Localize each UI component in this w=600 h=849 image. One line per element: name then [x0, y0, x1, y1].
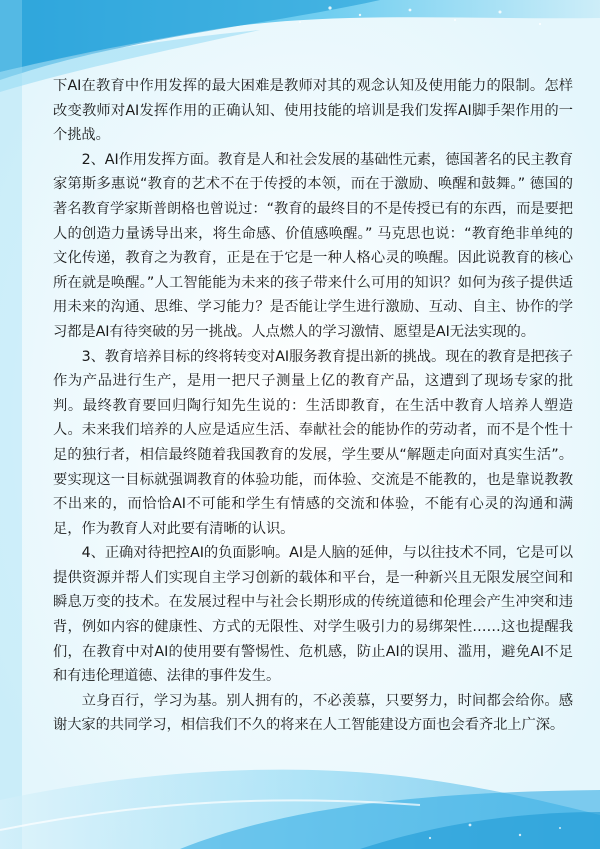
article-body [53, 74, 573, 738]
paragraph-point-4: 4、正确对待把控AI的负面影响。AI是人脑的延伸，与以往技术不同，它是可以提供资源并帮人们实现自主学习创新的载体和平台，是一种新兴且无限发展空间和瞬息万变的技术。在发展过程中与社会长期形成的传统道德和伦理会产生冲突和违背，例如内容的健康性、方式的无限性、对学生吸引力的易绑架性……这也提醒我们，在教育中对AI的使用要有警惕性、危机感，防止AI的误用、滥用，避免AI不足和有违伦理道德、法律的事件发生。 [53, 545, 573, 685]
paragraph-closing: 立身百行，学习为基。别人拥有的，不必羡慕，只要努力，时间都会给你。感谢大家的共同学习，相信我们不久的将来在人工智能建设方面也会看齐北上广深。 [53, 692, 573, 734]
paragraph-point-2: 2、AI作用发挥方面。教育是人和社会发展的基础性元素，德国著名的民主教育家第斯多惠说“教育的艺术不在于传授的本领，而在于激励、唤醒和鼓舞。” 德国的著名教育学家斯普朗格也曾说过：“教育的最终目的不是传授已有的东西，而是要把人的创造力量诱导出来，将生命感、价值感唤醒。” 马克思也说：“教育绝非单纯的文化传递，教育之为教育，正是在于它是一种人格心灵的唤醒。因此说教育的核心所在就是唤醒。”人工智能能为未来的孩子带来什么可用的知识？如何为孩子提供适用未来的沟通、思维、学习能力？是否能让学生进行激励、互动、自主、协作的学习都是AI有待突破的另一挑战。人点燃人的学习激情、愿望是AI无法实现的。 [53, 151, 573, 340]
paragraph-point-3: 3、教育培养目标的终将转变对AI服务教育提出新的挑战。现在的教育是把孩子作为产品进行生产，是用一把尺子测量上亿的教育产品，这遭到了现场专家的批判。最终教育要回归陶行知先生说的：生活即教育，在生活中教育人培养人塑造人。未来我们培养的人应是适应生活、奉献社会的能协作的劳动者，而不是个性十足的独行者，相信最终随着我国教育的发展，学生要从“解题走向面对真实生活”。要实现这一目标就强调教育的体验功能，而体验、交流是不能教的，也是靠说教教不出来的，而恰恰AI不可能和学生有情感的交流和体验，不能有心灵的沟通和满足，作为教育人对此要有清晰的认识。 [53, 348, 573, 537]
paragraph-intro-continuation: 下AI在教育中作用发挥的最大困难是教师对其的观念认知及使用能力的限制。怎样改变教师对AI发挥作用的正确认知、使用技能的培训是我们发挥AI脚手架作用的一个挑战。 [53, 78, 573, 144]
